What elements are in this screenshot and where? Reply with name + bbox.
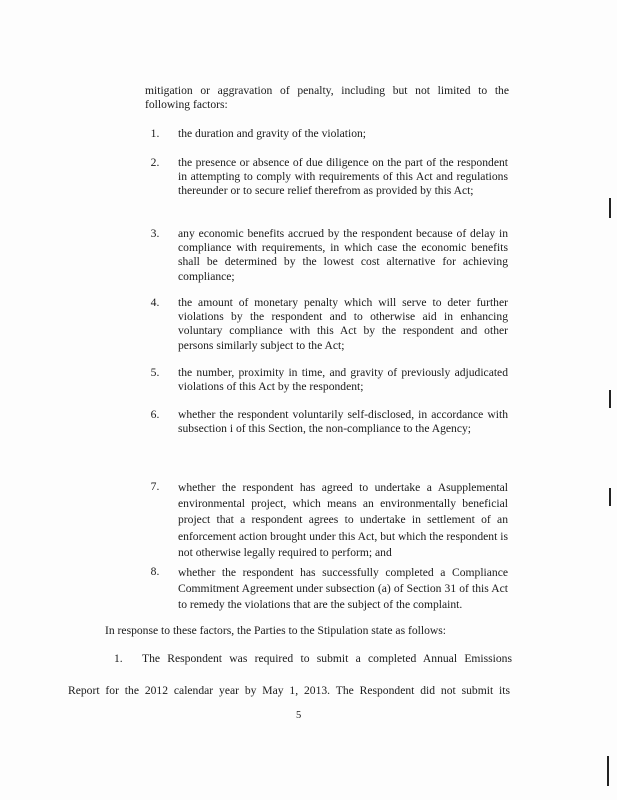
factor-number: 4. xyxy=(150,296,160,309)
factor-text: the presence or absence of due diligence on the part of the respondent in attempting to comply with requirements of this Act and regulations thereunder or to secure relief therefrom as provided by this Act; xyxy=(178,156,508,198)
intro-paragraph: mitigation or aggravation of penalty, including but not limited to the following factors: xyxy=(145,84,509,112)
scan-artifact-mark xyxy=(607,756,609,786)
page-number: 5 xyxy=(296,710,302,721)
factor-number: 7. xyxy=(150,480,160,493)
factor-number: 5. xyxy=(150,366,160,379)
factor-text: whether the respondent voluntarily self-disclosed, in accordance with subsection i of this Section, the non-compliance to the Agency; xyxy=(178,408,508,436)
factor-number: 1. xyxy=(150,127,160,140)
factor-number: 8. xyxy=(150,565,160,578)
factor-number: 6. xyxy=(150,408,160,421)
factor-text: whether the respondent has successfully completed a Compliance Commitment Agreement under subsection (a) of Section 31 of this Act to remedy the violations that are the subject of the complaint. xyxy=(178,566,508,612)
response-item-line-2: Report for the 2012 calendar year by May 1, 2013. The Respondent did not submit its xyxy=(68,684,510,697)
factor-number: 3. xyxy=(150,227,160,240)
scan-artifact-mark xyxy=(609,390,611,408)
factor-text: any economic benefits accrued by the respondent because of delay in compliance with requirements, in which case the economic benefits shall be determined by the lowest cost alternative for achieving compliance; xyxy=(178,227,508,283)
response-item-line-1: The Respondent was required to submit a completed Annual Emissions xyxy=(142,652,512,665)
factor-text: the number, proximity in time, and gravity of previously adjudicated violations of this Act by the respondent; xyxy=(178,366,508,394)
factor-text: the duration and gravity of the violation; xyxy=(178,127,367,140)
scan-artifact-mark xyxy=(609,198,611,218)
response-intro: In response to these factors, the Parties to the Stipulation state as follows: xyxy=(105,624,446,637)
scan-artifact-mark xyxy=(609,488,611,506)
factor-number: 2. xyxy=(150,156,160,169)
factor-text: whether the respondent has agreed to undertake a Asupplemental environmental project, which means an environmentally beneficial project that a respondent agrees to undertake in settlement of an enforcement action brought under this Act, but which the respondent is not otherwise legally required to perform; and xyxy=(178,481,508,559)
factor-text: the amount of monetary penalty which will serve to deter further violations by the respondent and to otherwise aid in enhancing voluntary compliance with this Act by the respondent and other persons similarly subject to the Act; xyxy=(178,296,508,352)
response-item-number: 1. xyxy=(114,652,123,665)
